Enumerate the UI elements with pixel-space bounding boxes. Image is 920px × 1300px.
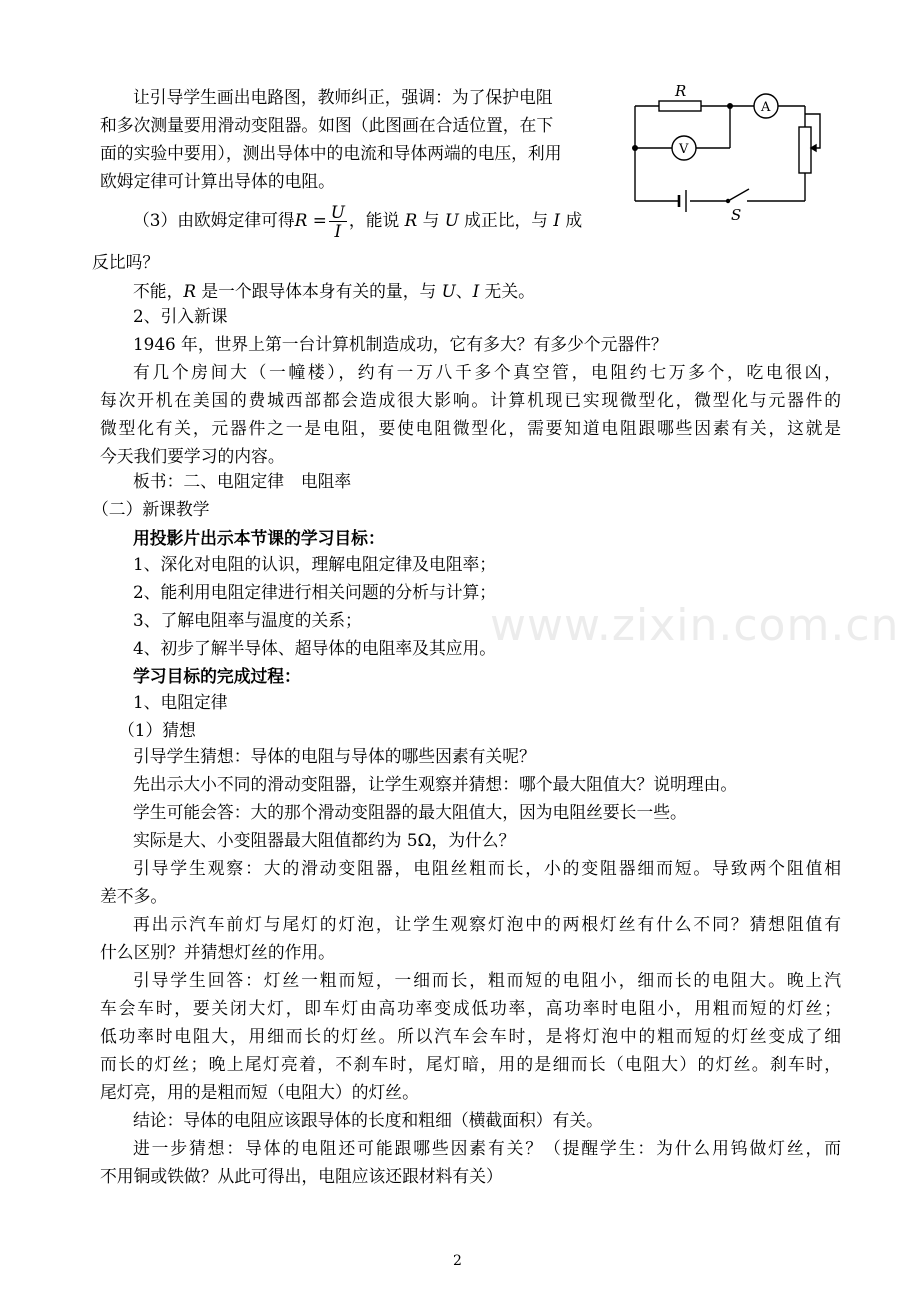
objective-1: 1、深化对电阻的认识，理解电阻定律及电阻率； <box>133 554 497 574</box>
resistor <box>659 101 701 111</box>
new-course-heading: （二）新课教学 <box>92 499 210 519</box>
guess-line-7d: 而长的灯丝；晚上尾灯亮着，不刹车时，尾灯暗，用的是细而长（电阻大）的灯丝。刹车时， <box>100 1054 841 1074</box>
guess-line-7a: 引导学生回答：灯丝一粗而短，一细而长，粗而短的电阻小，细而长的电阻大。晚上汽 <box>133 970 841 990</box>
para2-line1: 有几个房间大（一幢楼），约有一万八千多个真空管，电阻约七万多个，吃电很凶， <box>133 362 841 382</box>
computer-question: 1946 年，世界上第一台计算机制造成功，它有多大？有多少个元器件？ <box>133 334 668 354</box>
para1-line4: 欧姆定律可计算出导体的电阻。 <box>100 171 335 191</box>
answer-line: 不能，R 是一个跟导体本身有关的量，与 U、I 无关。 <box>133 281 535 301</box>
board-note: 板书：二、电阻定律 电阻率 <box>133 471 352 491</box>
further-guess-b: 不用铜或铁做？从此可得出，电阻应该还跟材料有关） <box>100 1166 503 1186</box>
objective-2: 2、能利用电阻定律进行相关问题的分析与计算； <box>133 582 497 602</box>
guess-line-5b: 差不多。 <box>100 886 168 906</box>
para1-line3: 面的实验中要用），测出导体中的电流和导体两端的电压，利用 <box>100 143 562 163</box>
guess-line-7c: 低功率时电阻大，用细而长的灯丝。所以汽车会车时，是将灯泡中的粗而短的灯丝变成了细 <box>100 1026 841 1046</box>
para1-line1: 让引导学生画出电路图，教师纠正，强调：为了保护电阻 <box>133 87 553 107</box>
switch-blade <box>728 189 749 201</box>
question3-line2: 反比吗？ <box>92 252 160 272</box>
rheostat <box>799 127 811 173</box>
guess-line-7e: 尾灯亮，用的是粗而短（电阻大）的灯丝。 <box>100 1082 419 1102</box>
para2-line3: 微型化有关，元器件之一是电阻，要使电阻微型化，需要知道电阻跟哪些因素有关，这就是 <box>100 418 841 438</box>
objective-4: 4、初步了解半导体、超导体的电阻率及其应用。 <box>133 638 497 658</box>
guess-line-3: 学生可能会答：大的那个滑动变阻器的最大阻值大，因为电阻丝要长一些。 <box>133 802 687 822</box>
para1-line2: 和多次测量要用滑动变阻器。如图（此图画在合适位置，在下 <box>100 115 554 135</box>
guess-line-7b: 车会车时，要关闭大灯，即车灯由高功率变成低功率，高功率时电阻小，用粗而短的灯丝； <box>100 998 841 1018</box>
switch-label: S <box>731 206 742 224</box>
circuit-diagram <box>625 76 835 228</box>
resistor-label: R <box>675 82 687 100</box>
guess-line-6a: 再出示汽车前灯与尾灯的灯泡，让学生观察灯泡中的两根灯丝有什么不同？猜想阻值有 <box>133 914 841 934</box>
question3-line1: （3）由欧姆定律可得R = $\frac{U}{I}$ ，能说 R 与 U 成正比，与 I 成 <box>133 202 583 241</box>
guess-heading: （1）猜想 <box>118 720 196 740</box>
resistance-law-heading: 1、电阻定律 <box>133 692 228 712</box>
objectives-title: 用投影片出示本节课的学习目标： <box>133 528 385 548</box>
intro-new-lesson: 2、引入新课 <box>133 306 228 326</box>
guess-line-2: 先出示大小不同的滑动变阻器，让学生观察并猜想：哪个最大阻值大？说明理由。 <box>133 774 738 794</box>
ohm-fraction: $\frac{U}{I}$ <box>330 202 345 241</box>
process-title: 学习目标的完成过程： <box>133 666 301 686</box>
further-guess-a: 进一步猜想：导体的电阻还可能跟哪些因素有关？（提醒学生：为什么用钨做灯丝，而 <box>133 1138 841 1158</box>
guess-line-5a: 引导学生观察：大的滑动变阻器，电阻丝粗而长，小的变阻器细而短。导致两个阻值相 <box>133 858 841 878</box>
page-number: 2 <box>453 1253 462 1269</box>
watermark: www.zixin.com.cn <box>490 600 900 651</box>
objective-3: 3、了解电阻率与温度的关系； <box>133 610 362 630</box>
voltmeter-label: V <box>679 142 689 157</box>
guess-line-1: 引导学生猜想：导体的电阻与导体的哪些因素有关呢？ <box>133 746 536 766</box>
conclusion: 结论：导体的电阻应该跟导体的长度和粗细（横截面积）有关。 <box>133 1110 603 1130</box>
guess-line-4: 实际是大、小变阻器最大阻值都约为 5Ω，为什么？ <box>133 830 516 850</box>
para2-line4: 今天我们要学习的内容。 <box>100 446 285 466</box>
guess-line-6b: 什么区别？并猜想灯丝的作用。 <box>100 942 335 962</box>
ammeter-label: A <box>761 100 771 115</box>
para2-line2: 每次开机在美国的费城西部都会造成很大影响。计算机现已实现微型化，微型化与元器件的 <box>100 390 841 410</box>
